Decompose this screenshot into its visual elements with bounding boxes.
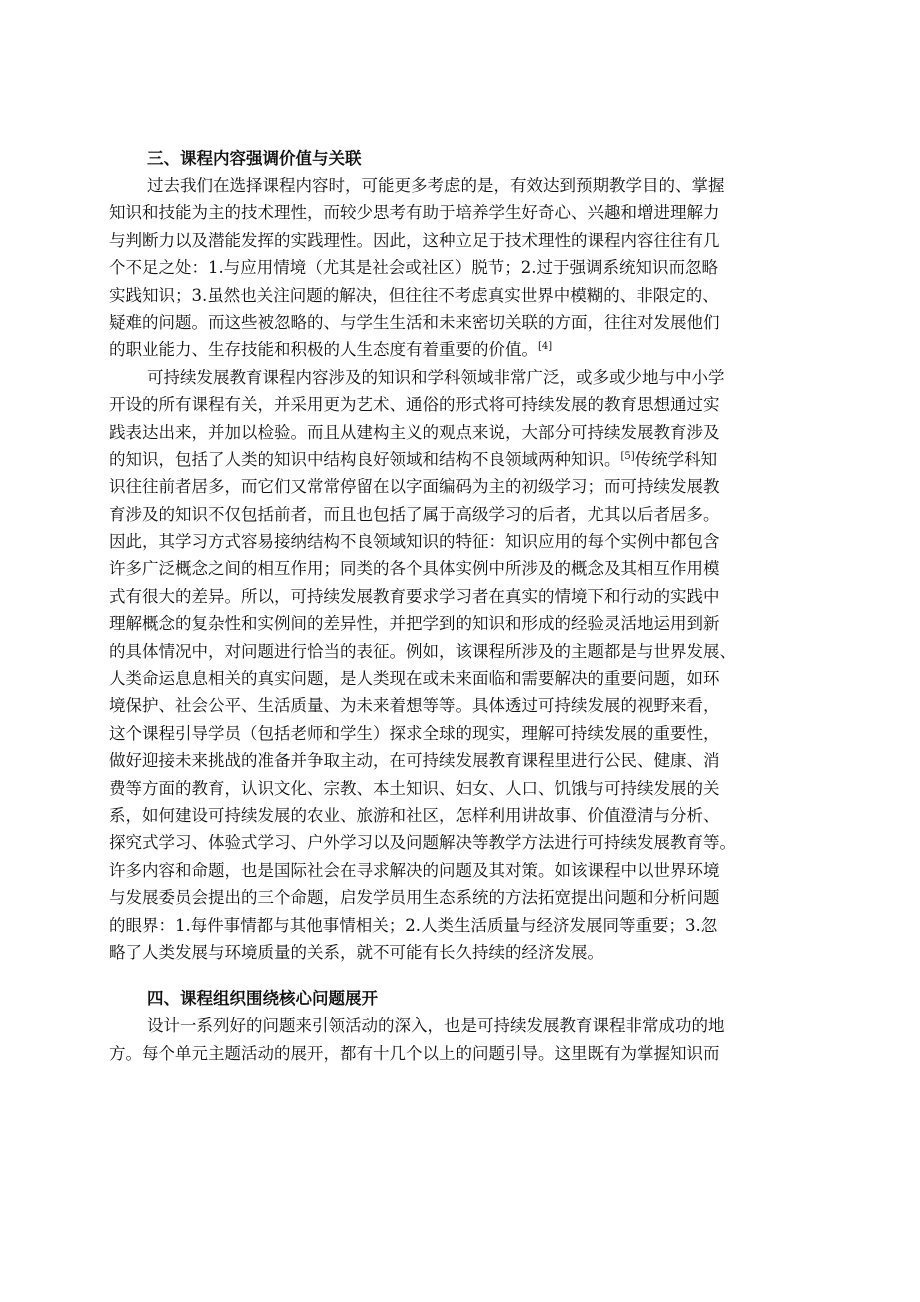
text-line: 开设的所有课程有关，并采用更为艺术、通俗的形式将可持续发展的教育思想通过实 bbox=[109, 395, 720, 415]
text-line: 识往往前者居多，而它们又常常停留在以字面编码为主的初级学习；而可持续发展教 bbox=[109, 477, 720, 497]
text-line: 过去我们在选择课程内容时，可能更多考虑的是，有效达到预期教学目的、掌握 bbox=[147, 176, 725, 195]
text-line: 系，如何建设可持续发展的农业、旅游和社区，怎样利用讲故事、价值澄清与分析、 bbox=[109, 805, 720, 825]
text-line: 与判断力以及潜能发挥的实践理性。因此，这种立足于技术理性的课程内容往往有几 bbox=[109, 230, 720, 250]
text-line: 践表达出来，并加以检验。而且从建构主义的观点来说，大部分可持续发展教育涉及 bbox=[109, 422, 720, 442]
text-line: 个不足之处：1.与应用情境（尤其是社会或社区）脱节；2.过于强调系统知识而忽略 bbox=[109, 258, 718, 278]
text-line: 做好迎接未来挑战的准备并争取主动，在可持续发展教育课程里进行公民、健康、消 bbox=[109, 751, 720, 771]
text-line: 探究式学习、体验式学习、户外学习以及问题解决等教学方法进行可持续发展教育等。 bbox=[109, 833, 736, 853]
text-line: 实践知识；3.虽然也关注问题的解决，但往往不考虑真实世界中模糊的、非限定的、 bbox=[109, 285, 719, 305]
section-spacer bbox=[109, 966, 813, 986]
document-page bbox=[109, 146, 813, 1067]
text-line: 疑难的问题。而这些被忽略的、与学生生活和未来密切关联的方面，往往对发展他们 bbox=[109, 312, 720, 332]
text-line: 人类命运息息相关的真实问题，是人类现在或未来面临和需要解决的重要问题，如环 bbox=[109, 669, 720, 689]
text-segment: 的职业能力、生存技能和积极的人生态度有着重要的价值。 bbox=[109, 340, 538, 360]
section-3-paragraph-1 bbox=[109, 172, 813, 364]
text-line: 知识和技能为主的技术理性，而较少思考有助于培养学生好奇心、兴趣和增进理解力 bbox=[109, 203, 720, 223]
text-line: 的眼界：1.每件事情都与其他事情相关；2.人类生活质量与经济发展同等重要；3.忽 bbox=[109, 915, 718, 935]
text-line: 的具体情况中，对问题进行恰当的表征。例如，该课程所涉及的主题都是与世界发展、 bbox=[109, 641, 736, 661]
text-line: 设计一系列好的问题来引领活动的深入，也是可持续发展教育课程非常成功的地 bbox=[147, 1016, 725, 1036]
text-line: 式有很大的差异。所以，可持续发展教育要求学习者在真实的情境下和行动的实践中 bbox=[109, 586, 720, 606]
text-line: 略了人类发展与环境质量的关系，就不可能有长久持续的经济发展。 bbox=[109, 942, 604, 962]
text-line: 理解概念的复杂性和实例间的差异性，并把学到的知识和形成的经验灵活地运用到新 bbox=[109, 614, 720, 634]
section-4-paragraph-1 bbox=[109, 1012, 813, 1067]
text-line bbox=[109, 446, 813, 473]
section-4-heading: 四、课程组织围绕核心问题展开 bbox=[147, 989, 378, 1009]
section-3-heading: 三、课程内容强调价值与关联 bbox=[147, 149, 362, 168]
citation-ref-4: [4] bbox=[538, 341, 553, 353]
text-segment: 传统学科知 bbox=[634, 449, 718, 469]
text-line: 与发展委员会提出的三个命题，启发学员用生态系统的方法拓宽提出问题和分析问题 bbox=[109, 888, 720, 908]
citation-ref-5: [5] bbox=[620, 450, 635, 462]
text-line: 因此，其学习方式容易接纳结构不良领域知识的特征：知识应用的每个实例中都包含 bbox=[109, 532, 720, 552]
text-line: 费等方面的教育，认识文化、宗教、本土知识、妇女、人口、饥饿与可持续发展的关 bbox=[109, 778, 720, 798]
text-line: 育涉及的知识不仅包括前者，而且也包括了属于高级学习的后者，尤其以后者居多。 bbox=[109, 504, 720, 524]
text-line: 境保护、社会公平、生活质量、为未来着想等等。具体透过可持续发展的视野来看， bbox=[109, 696, 720, 716]
text-segment: 的知识，包括了人类的知识中结构良好领域和结构不良领域两种知识。 bbox=[109, 449, 621, 469]
text-line: 方。每个单元主题活动的展开，都有十几个以上的问题引导。这里既有为掌握知识而 bbox=[109, 1043, 720, 1063]
text-line: 可持续发展教育课程内容涉及的知识和学科领域非常广泛，或多或少地与中小学 bbox=[147, 367, 725, 387]
text-line: 许多广泛概念之间的相互作用；同类的各个具体实例中所涉及的概念及其相互作用模 bbox=[109, 559, 720, 579]
text-line bbox=[109, 336, 813, 363]
text-line: 这个课程引导学员（包括老师和学生）探求全球的现实，理解可持续发展的重要性， bbox=[109, 723, 720, 743]
text-line: 许多内容和命题，也是国际社会在寻求解决的问题及其对策。如该课程中以世界环境 bbox=[109, 860, 720, 880]
section-3-paragraph-2 bbox=[109, 364, 813, 967]
